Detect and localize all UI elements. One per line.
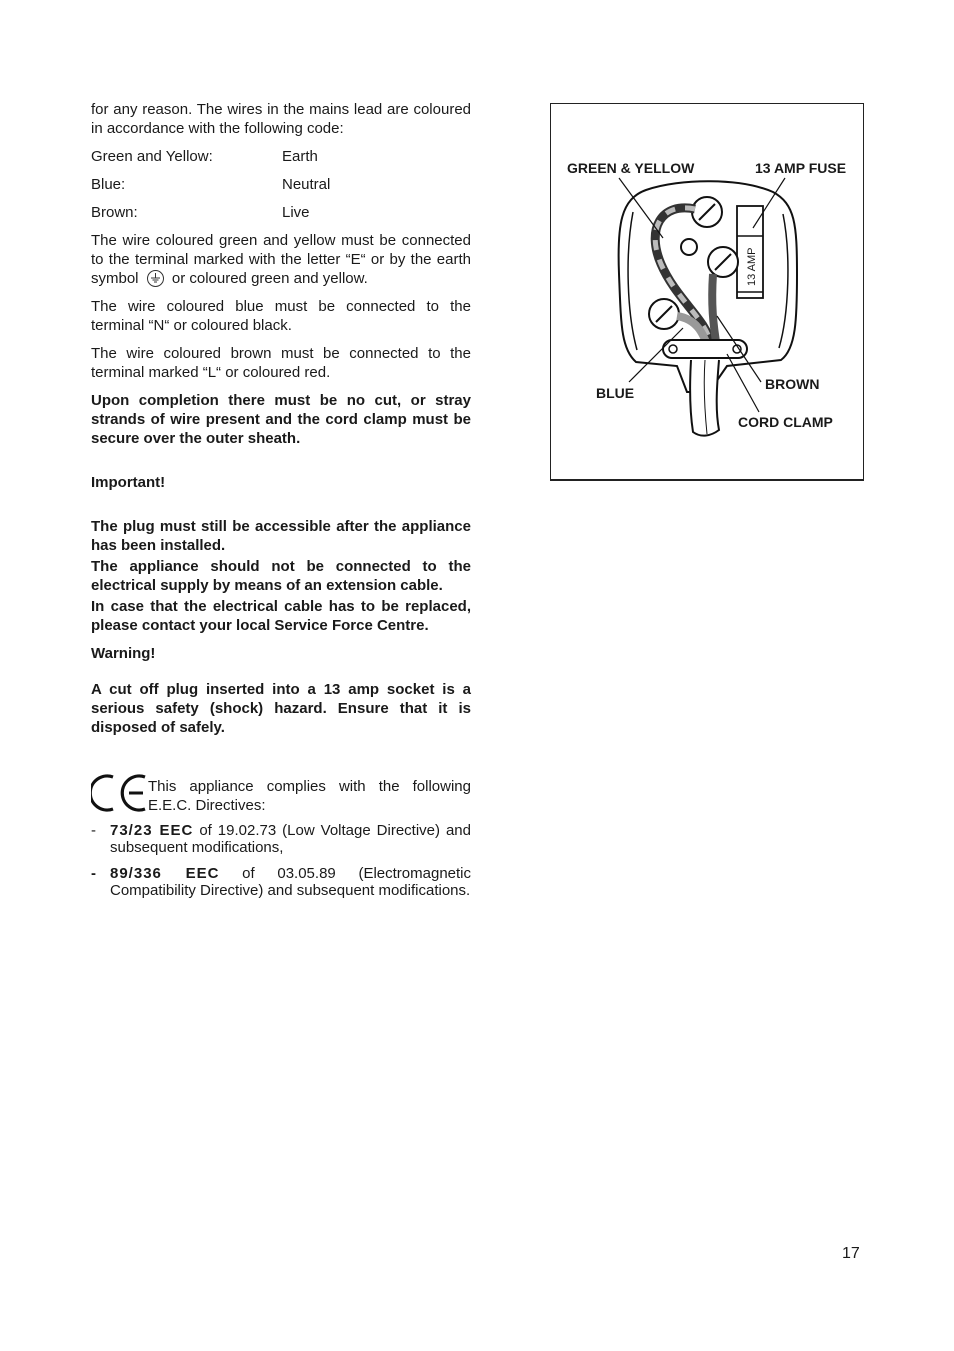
directive-text: of 03.05.89 (Electromagnetic Compatibility Directive) and subsequent modifications. (110, 865, 471, 899)
wire-colour: Green and Yellow: (91, 148, 213, 165)
intro-paragraph: for any reason. The wires in the mains lead are coloured in accordance with the following code: (91, 101, 471, 137)
wire-meaning: Earth (282, 148, 318, 165)
wire-meaning: Live (282, 204, 310, 221)
directive-code: 73/23 EEC (110, 822, 194, 839)
wire-colour-table (91, 147, 471, 222)
warning-heading: Warning! (91, 645, 156, 662)
terminal-screw (708, 247, 738, 277)
directive-item (91, 865, 471, 899)
earth-pin (681, 239, 697, 255)
table-row (91, 203, 471, 222)
blue-paragraph: The wire coloured blue must be connected to the terminal “N“ or coloured black. (91, 298, 471, 334)
important-heading: Important! (91, 474, 166, 491)
label-brown: BROWN (765, 376, 820, 392)
wire-colour: Brown: (91, 204, 138, 221)
green-yellow-text-b: or coloured green and yellow. (171, 270, 368, 287)
terminal-screw (692, 197, 722, 227)
plug-wiring-diagram (550, 103, 864, 481)
ce-text: This appliance complies with the following E.E.C. Directives: (148, 778, 471, 814)
important-extension-cable: The appliance should not be connected to the electrical supply by means of an extension cable. (91, 558, 471, 594)
ce-compliance (91, 773, 471, 899)
directive-dash: - (91, 822, 96, 839)
earth-symbol-icon (147, 270, 164, 287)
table-row (91, 147, 471, 166)
brown-paragraph: The wire coloured brown must be connected to the terminal marked “L“ or coloured red. (91, 345, 471, 381)
table-row (91, 175, 471, 194)
directive-code: 89/336 EEC (110, 865, 220, 882)
ce-mark-icon (91, 773, 147, 813)
important-accessible: The plug must still be accessible after the appliance has been installed. (91, 518, 471, 554)
directive-dash: - (91, 865, 96, 882)
page-number: 17 (842, 1245, 860, 1262)
fuse-body-label: 13 AMP (746, 247, 758, 286)
label-13-amp-fuse: 13 AMP FUSE (755, 160, 847, 176)
green-yellow-text-a: The wire coloured green and yellow must be connected to the terminal marked with the letter “E“ or by the earth symbol (91, 232, 471, 287)
important-replace-cable: In case that the electrical cable has to be replaced, please contact your local Service Force Centre. (91, 598, 471, 634)
completion-paragraph: Upon completion there must be no cut, or stray strands of wire present and the cord clamp must be secure over the outer sheath. (91, 392, 471, 447)
wire-meaning: Neutral (282, 176, 331, 193)
directive-text: of 19.02.73 (Low Voltage Directive) and subsequent modifications, (110, 822, 471, 856)
label-green-yellow: GREEN & YELLOW (567, 160, 695, 176)
warning-paragraph: A cut off plug inserted into a 13 amp socket is a serious safety (shock) hazard. Ensure that it is disposed of safely. (91, 681, 471, 736)
text-column (91, 100, 471, 746)
green-yellow-paragraph (91, 231, 471, 288)
terminal-screw (649, 299, 679, 329)
wire-colour: Blue: (91, 176, 126, 193)
brown-wire (712, 274, 717, 348)
label-cord-clamp: CORD CLAMP (738, 414, 833, 430)
directive-item (91, 822, 471, 856)
label-blue: BLUE (596, 385, 635, 401)
